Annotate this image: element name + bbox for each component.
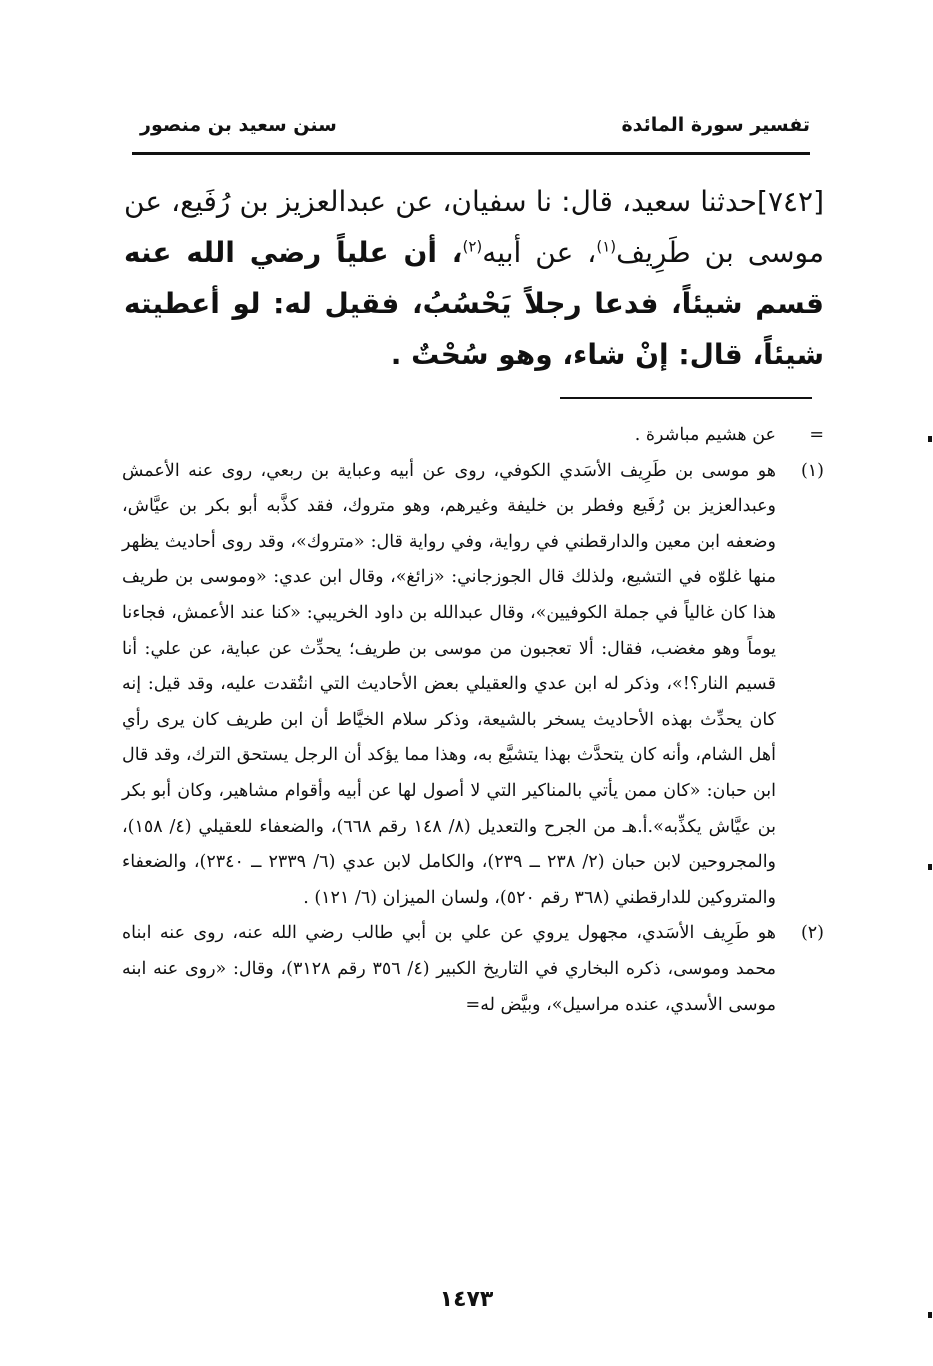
footnotes (122, 418, 824, 1023)
footnote-text: هو طَرِيف الأسَدي، مجهول يروي عن علي بن أبي طالب رضي الله عنه، روى عنه ابناه محمد وموسى، ذكره البخاري في التاريخ الكبير (٤/ ٣٥٦ رقم ٣١٢٨)، وقال: «روى عنه ابنه موسى الأسدي، عنده مراسيل»، وبيَّض له= (122, 923, 777, 1015)
footnote-ref-1: (١) (596, 237, 617, 256)
footnote-continuation (122, 418, 824, 454)
hadith-text (124, 176, 824, 380)
hadith-chain-2: ، عن أبيه (482, 236, 597, 269)
margin-mark (928, 1312, 932, 1318)
book-title: سنن سعيد بن منصور (140, 114, 337, 136)
footnote-text: هو موسى بن طَرِيف الأسَدي الكوفي، روى عن أبيه وعباية بن ربعي، روى عنه الأعمش وعبدالعزيز بن رُفَيع وفطر بن خليفة وغيرهم، وهو متروك، فقد كذَّبه أبو بكر بن عيَّاش، وضعفه ابن معين والدارقطني في رواية، وفي رواية قال: «متروك»، وقد روى أحاديث يظهر منها غلوّه في التشيع، ولذلك قال الجوزجاني: «زائغ»، وقال ابن عدي: «وموسى بن طريف هذا كان غالياً في جملة الكوفيين»، وقال عبدالله بن داود الخريبي: «كنا عند الأعمش، فجاءنا يوماً وهو مغضب، فقال: ألا تعجبون من موسى بن طريف؛ يحدِّث عن عباية، عن علي: أنا قسيم النار؟!»، وذكر له ابن عدي والعقيلي بعض الأحاديث التي انتُقدت عليه، وقد قيل: إنه كان يحدِّث بهذه الأحاديث يسخر بالشيعة، وذكر سلام الخيَّاط أن ابن طريف كان يرى رأي أهل الشام، وأنه كان يتحدَّث بهذا يتشيَّع به، وهذا مما يؤكد أن الرجل يستحق الترك، وقد قال ابن حبان: «كان ممن يأتي بالمناكير التي لا أصول لها عن أبيه وأقوام مشاهير، وكان أبو بكر بن عيَّاش يكذِّبه».أ.هـ من الجرح والتعديل (٨/ ١٤٨ رقم ٦٦٨)، والضعفاء للعقيلي (٤/ ١٥٨)، والمجروحين لابن حبان (٢/ ٢٣٨ ــ ٢٣٩)، والكامل لابن عدي (٦/ ٢٣٣٩ ــ ٢٣٤٠)، والضعفاء والمتروكين للدارقطني (٣٦٨ رقم ٥٢٠)، ولسان الميزان (٦/ ١٢١) . (122, 460, 777, 908)
running-header (132, 110, 810, 146)
margin-mark (928, 864, 932, 870)
footnote-text: عن هشيم مباشرة . (634, 425, 776, 445)
footnote-marker: (٢) (800, 923, 824, 944)
hadith-number: [٧٤٢] (757, 185, 824, 218)
header-rule (132, 152, 810, 155)
margin-mark (928, 436, 932, 442)
footnote-separator (560, 397, 812, 399)
hadith-chain: حدثنا سعيد، قال: نا سفيان، عن عبدالعزيز بن رُفَيع، عن موسى بن طَرِيف (124, 185, 825, 269)
hadith-matn: ، أن علياً رضي الله عنه قسم شيئاً، فدعا رجلاً يَحْسُبُ، فقيل له: لو أعطيته شيئاً، قال: إنْ شاء، وهو سُحْتٌ . (124, 236, 824, 371)
footnote-marker: = (809, 425, 824, 445)
chapter-title: تفسير سورة المائدة (621, 114, 810, 136)
page-number: ١٤٧٣ (439, 1287, 494, 1312)
footnote-ref-2: (٢) (462, 237, 483, 256)
footnote-1 (122, 454, 824, 917)
footnote-2 (122, 916, 824, 1023)
footnote-marker: (١) (800, 460, 824, 481)
